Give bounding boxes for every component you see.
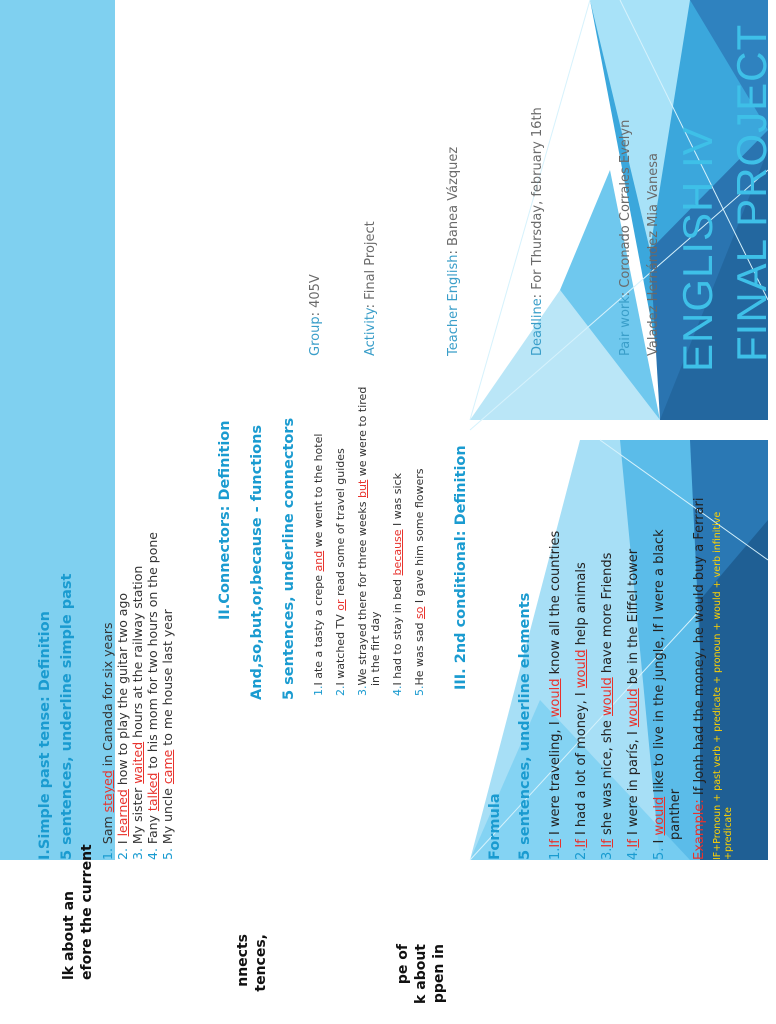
section2-heading3: 5 sentences, underline connectors [281, 417, 297, 700]
list-item: 5.He was sad so I gave him some flowers [413, 468, 426, 696]
list-item-continued: in the firt day [369, 611, 382, 686]
list-item: 3. My sister waited hours at the railway station [130, 565, 145, 860]
list-item: 3.We strayed there for three weeks but we were to tired [356, 386, 369, 696]
group [308, 274, 324, 356]
section2-heading2: And,so,but,or,because - functions [249, 424, 265, 700]
list-item-continued: panther [668, 788, 683, 840]
section3-heading2: Formula [487, 793, 503, 860]
deadline [530, 107, 546, 356]
section1-heading2: 5 sentences, underline simple past [59, 573, 75, 860]
example-label: Example: [692, 799, 707, 860]
teacher [446, 147, 462, 356]
formula-line1: IF+Pronoun + past verb + predicate + pronoun + would + verb infinitive [712, 511, 723, 860]
list-item: 2.I watched TV or read some of travel guides [334, 448, 347, 696]
list-item: 3.If she was nice, she would have more Friends [600, 552, 615, 860]
list-item: 5. I would like to live in the jungle, If I were a black [652, 529, 667, 860]
title-line2: FINAL PROJECT [728, 23, 775, 362]
section2-heading1: II.Connectors: Definition [217, 420, 233, 620]
deadline-label: Deadline [530, 298, 545, 356]
teacher-label: Teacher English [446, 254, 461, 356]
list-item: 2. I learned how to play the guitar two ago [115, 592, 130, 860]
activity-label: Activity [363, 308, 378, 356]
list-item: 4.If I were in parís, I would be in the Eiffel tower [626, 548, 641, 860]
pair-work-value: : Coronado Corrales Evelyn [618, 119, 633, 297]
section2-list [312, 387, 426, 696]
group-label: Group [308, 316, 323, 356]
teacher-value: : Banea Vázquez [446, 146, 461, 255]
list-item: 1.If I were traveling, I would know all the countries [548, 530, 563, 860]
example [692, 498, 708, 860]
activity-value: : Final Project [363, 221, 378, 309]
list-item: 2.If I had a lot of money, I would help animals [574, 562, 589, 860]
example-text: If Jonh had the money, he would buy a Ferrari [692, 497, 707, 800]
fragment1: lk about an efore the current [61, 844, 95, 980]
deadline-value: : For Thursday, february 16th [530, 107, 545, 299]
formula-line2: +predicate [723, 807, 734, 860]
fragment3: pe of k about ppen in [395, 944, 447, 1004]
list-item: 4.I had to stay in bed because I was sick [391, 473, 404, 696]
list-item: 1.I ate a tasty a crepe and we went to the hotel [312, 433, 325, 696]
section1-heading1: I.Simple past tense: Definition [37, 611, 53, 860]
list-item: 5. My uncle came to me house last year [160, 609, 175, 860]
fragment2: nnects tences, [235, 934, 269, 992]
list-item: 4. Fany talked to his mom for two hours on the pone [145, 532, 160, 860]
pair-work-line2: Valadez Hernández Mia Vanesa [646, 153, 661, 356]
title-line1: ENGLISH IV [674, 126, 721, 372]
list-item: 1. Sam stayed in Canada for six years [100, 622, 115, 860]
pair-work-label: Pair work [618, 296, 633, 356]
activity [363, 221, 379, 356]
section3-list [548, 498, 734, 860]
section3-heading1: III. 2nd conditional: Definition [453, 445, 469, 690]
pair-work [618, 120, 634, 356]
group-value: : 405V [308, 274, 323, 317]
section3-heading3: 5 sentences, underline elements [517, 592, 533, 860]
section1-list [100, 532, 175, 860]
